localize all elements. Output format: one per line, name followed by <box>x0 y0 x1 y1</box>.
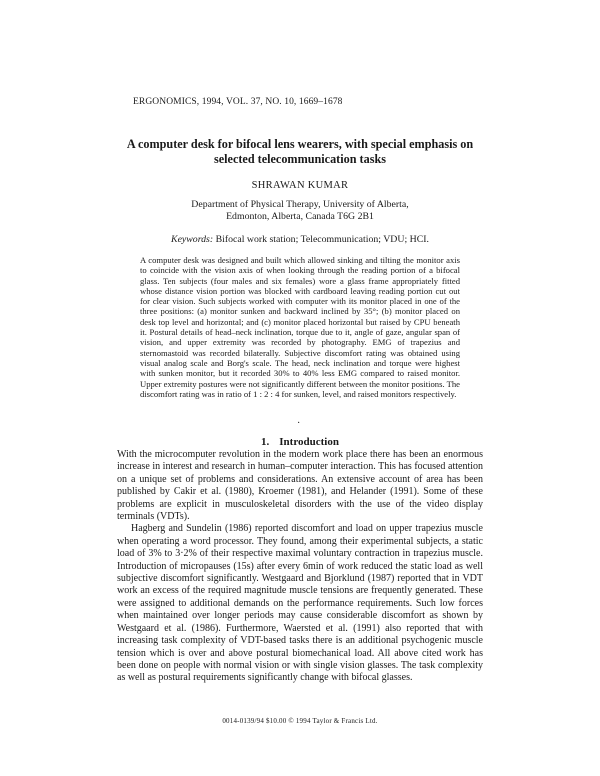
paragraph: With the microcomputer revolution in the modern work place there has been an enormous increase in interest and research in human–computer interaction. This has focused attention on a unique set of problems and considerations. An extensive account of area has been published by Cakir et al. (1980), Kroemer (1981), and Helander (1991). Some of these problems are explicit in musculoskeletal disorders with the use of the video display terminals (VDTs). <box>117 449 483 523</box>
abstract-text: A computer desk was designed and built which allowed sinking and tilting the monitor axis to coincide with the vision axis of when looking through the reading portion of a bifocal glass. Ten subjects (four males and six females) wore a glass frame appropriately fitted whose distance vision portion was blocked with cardboard leaving reading portion cut out for clear vision. Such subjects worked with computer with its monitor placed in one of the three positions: (a) monitor sunken and backward inclined by 35°; (b) monitor placed on desk top level and horizontal; and (c) monitor placed horizontal but raised by CPU beneath it. Postural details of head–neck inclination, torque due to it, angle of gaze, angular span of vision, and upper extremity was recorded by photography. EMG of trapezius and sternomastoid was recorded bilaterally. Subjective discomfort rating was obtained using visual analog scale and Borg's scale. The head, neck inclination and torque were highest with sunken monitor, but it recorded 30% to 40% less EMG compared to raised monitor. Upper extremity postures were not significantly different between the monitor positions. The discomfort rating was in ratio of 1 : 2 : 4 for sunken, level, and raised monitors respectively. <box>140 255 460 399</box>
author-affiliation <box>0 199 600 223</box>
journal-citation: ERGONOMICS, 1994, VOL. 37, NO. 10, 1669–1678 <box>133 97 343 107</box>
keywords-text: Bifocal work station; Telecommunication; VDU; HCI. <box>215 234 429 245</box>
author-name: SHRAWAN KUMAR <box>251 180 349 191</box>
introduction-body <box>117 449 483 685</box>
keywords-label: Keywords: <box>171 234 214 245</box>
section-number: 1. <box>261 436 270 448</box>
article-title: A computer desk for bifocal lens wearers, with special emphasis on selected telecommunication tasks <box>126 137 474 166</box>
keywords <box>0 234 600 245</box>
copyright-footer: 0014-0139/94 $10.00 © 1994 Taylor & Francis Ltd. <box>222 717 378 725</box>
abstract <box>140 255 460 399</box>
affiliation-line-2: Edmonton, Alberta, Canada T6G 2B1 <box>226 211 374 222</box>
separator-dot: · <box>297 418 301 429</box>
section-heading-introduction <box>0 436 600 448</box>
section-title: Introduction <box>279 436 339 448</box>
paragraph: Hagberg and Sundelin (1986) reported discomfort and load on upper trapezius muscle when operating a word processor. They found, among their experimental subjects, a static load of 3% to 3·2% of their respective maximal voluntary contraction in trapezius muscle. Introduction of micropauses (15s) after every 6min of work reduced the static load as well subjective discomfort significantly. Westgaard and Bjorklund (1987) reported that in VDT work an excess of the required magnitude muscle tensions are frequently generated. These were assigned to additional demands on the performance requirements. Such low forces when maintained over longer periods may cause considerable discomfort as shown by Westgaard et al. (1986). Furthermore, Waersted et al. (1991) also reported that with increasing task complexity of VDT-based tasks there is an additional psychogenic muscle tension which is over and above postural biomechanical load. All above cited work has been done on people with normal vision or with single vision glasses. The task complexity as well as postural requirements significantly change with bifocal glasses. <box>117 523 483 684</box>
affiliation-line-1: Department of Physical Therapy, University of Alberta, <box>191 199 409 210</box>
